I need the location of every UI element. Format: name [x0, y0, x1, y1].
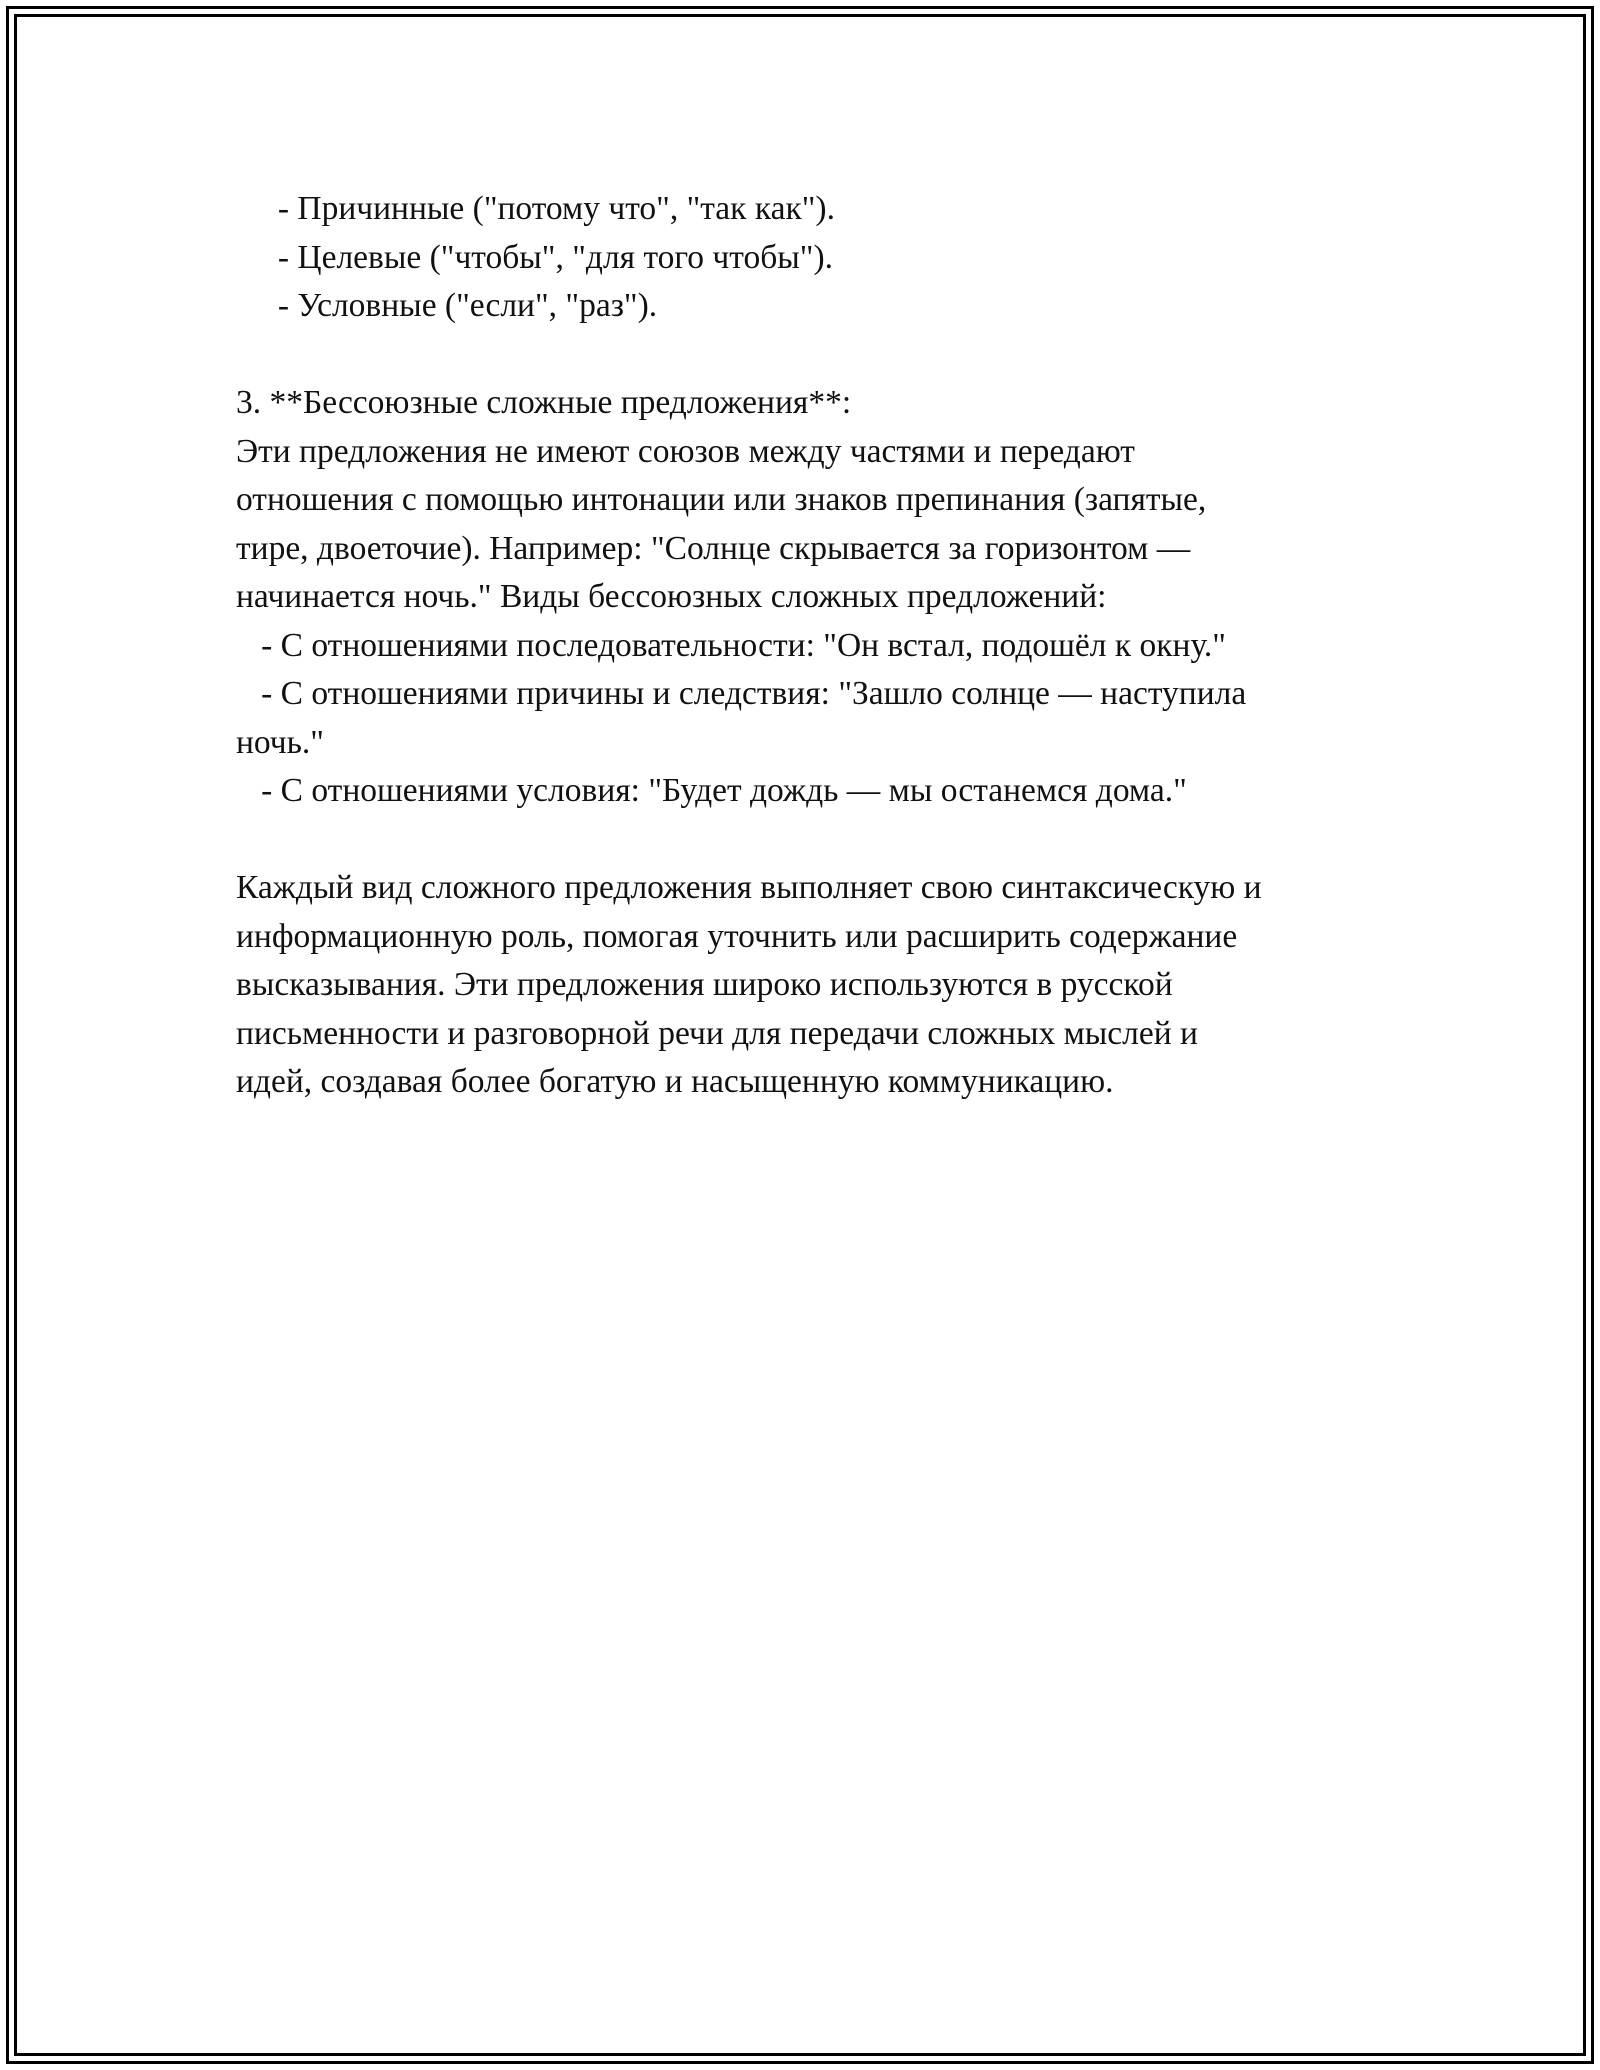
text-line: начинается ночь." Виды бессоюзных сложных предложений: — [236, 578, 1107, 615]
list-item: - Причинные ("потому что", "так как"). — [236, 190, 835, 227]
text-line: Эти предложения не имеют союзов между частями и передают — [236, 432, 1135, 470]
paragraph-gap — [236, 331, 1386, 380]
section-body — [236, 428, 1386, 816]
section-heading: 3. **Бессоюзные сложные предложения**: — [236, 384, 852, 421]
text-line: Каждый вид сложного предложения выполняет свою синтаксическую и — [236, 869, 1262, 906]
text-line: высказывания. Эти предложения широко используются в русской — [236, 966, 1173, 1003]
text-line: информационную роль, помогая уточнить или расширить содержание — [236, 917, 1238, 955]
list-item: - Условные ("если", "раз"). — [236, 287, 658, 324]
paragraph-gap — [236, 816, 1386, 865]
list-top — [236, 185, 1386, 331]
text-line: отношения с помощью интонации или знаков препинания (запятые, — [236, 481, 1207, 518]
conclusion-paragraph — [236, 864, 1386, 1107]
text-line: тире, двоеточие). Например: "Солнце скрывается за горизонтом — — [236, 529, 1191, 567]
list-item: - С отношениями причины и следствия: "Зашло солнце — наступила — [236, 675, 1247, 712]
text-line: письменности и разговорной речи для передачи сложных мыслей и — [236, 1014, 1198, 1052]
list-item: - С отношениями условия: "Будет дождь — мы останемся дома." — [236, 772, 1187, 809]
list-item: - С отношениями последовательности: "Он встал, подошёл к окну." — [236, 626, 1226, 664]
list-item: - Целевые ("чтобы", "для того чтобы"). — [236, 238, 833, 276]
text-line: ночь." — [236, 723, 324, 761]
document-body — [236, 185, 1386, 1107]
text-line: идей, создавая более богатую и насыщенную коммуникацию. — [236, 1063, 1114, 1100]
